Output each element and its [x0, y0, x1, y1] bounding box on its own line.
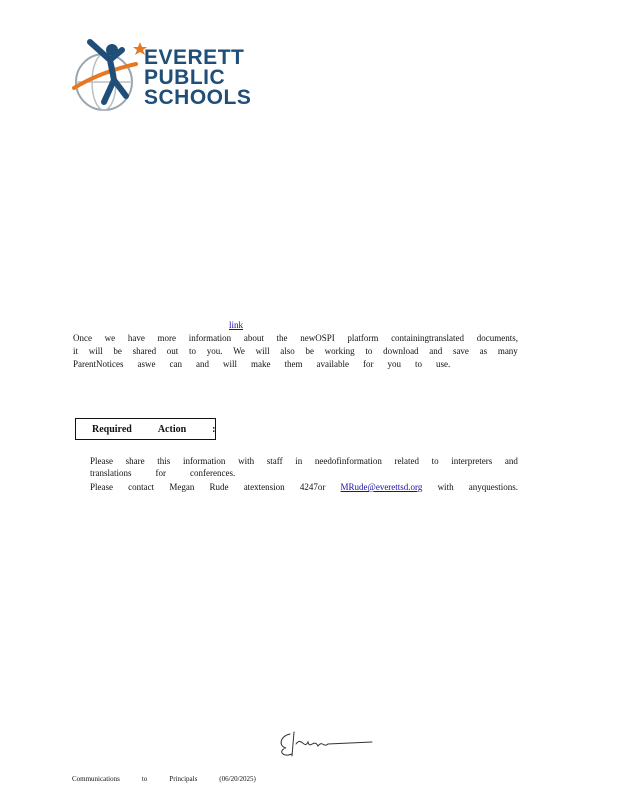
word: you — [387, 359, 401, 369]
word: be — [113, 346, 122, 356]
list-item — [73, 455, 518, 479]
footer-text: to — [141, 775, 148, 783]
paragraph-line — [73, 358, 518, 371]
word: about — [243, 333, 264, 343]
word: 4247or — [299, 482, 326, 492]
word: containingtranslated — [391, 333, 465, 343]
word: share — [125, 456, 145, 466]
word: translations — [90, 468, 132, 478]
word: in — [295, 456, 303, 466]
word: and — [504, 456, 518, 466]
word: can — [169, 359, 182, 369]
word: related — [394, 456, 419, 466]
word: available — [316, 359, 349, 369]
word: anyquestions. — [468, 482, 518, 492]
word: shared — [132, 346, 157, 356]
word: interpreters — [451, 456, 493, 466]
word: more — [157, 333, 177, 343]
word: also — [280, 346, 295, 356]
word: documents, — [476, 333, 518, 343]
district-logo — [70, 36, 260, 116]
required-label: Required — [92, 423, 132, 435]
email-link[interactable]: MRude@everettsd.org — [340, 482, 423, 492]
paragraph-line — [73, 332, 518, 345]
footer-text: Principals — [169, 775, 198, 783]
logo-wordmark: EVERETT PUBLIC SCHOOLS — [144, 46, 252, 109]
word: working — [324, 346, 355, 356]
word: will — [255, 346, 270, 356]
footer-text: Communications — [72, 775, 120, 783]
word: them — [284, 359, 303, 369]
word: Please — [90, 456, 113, 466]
word: the — [276, 333, 288, 343]
list-item — [73, 481, 518, 493]
word: for — [362, 359, 374, 369]
word: we — [104, 333, 116, 343]
word: with — [437, 482, 454, 492]
word: will — [88, 346, 103, 356]
word: Once — [73, 333, 92, 343]
word: to — [414, 359, 422, 369]
footer-date: (06/20/2025) — [219, 775, 256, 783]
body-paragraph — [73, 332, 518, 371]
word: with — [238, 456, 255, 466]
word: newOSPI — [300, 333, 335, 343]
word: out — [166, 346, 179, 356]
word: platform — [347, 333, 379, 343]
word: atextension — [243, 482, 285, 492]
word: We — [233, 346, 245, 356]
bullet-icon — [73, 455, 90, 479]
word: be — [305, 346, 314, 356]
word: have — [127, 333, 145, 343]
colon: : — [212, 423, 216, 435]
required-action-box — [75, 418, 216, 440]
word: aswe — [137, 359, 156, 369]
word: to — [188, 346, 196, 356]
word: Rude — [209, 482, 229, 492]
bullet-icon — [73, 481, 90, 493]
globe-figure-icon — [70, 36, 150, 116]
word: conferences. — [190, 468, 236, 478]
word: use. — [436, 359, 451, 369]
word: Megan — [169, 482, 195, 492]
word: staff — [266, 456, 283, 466]
ospi-link[interactable]: link — [229, 320, 244, 330]
word: to — [431, 456, 439, 466]
page-footer — [72, 775, 256, 783]
word: make — [251, 359, 271, 369]
word: this — [157, 456, 171, 466]
signature — [276, 728, 376, 760]
paragraph-line — [73, 345, 518, 358]
word: contact — [128, 482, 155, 492]
word: to — [365, 346, 373, 356]
word: as — [479, 346, 488, 356]
word: many — [497, 346, 518, 356]
word: information — [182, 456, 226, 466]
word: and — [429, 346, 443, 356]
word: for — [155, 468, 166, 478]
word: it — [73, 346, 79, 356]
word: and — [195, 359, 209, 369]
word: Please — [90, 482, 113, 492]
word: needofinformation — [314, 456, 382, 466]
word: will — [222, 359, 237, 369]
action-label: Action — [157, 423, 187, 435]
word: information — [188, 333, 232, 343]
word: download — [383, 346, 419, 356]
word: you. — [206, 346, 223, 356]
word: ParentNotices — [73, 359, 124, 369]
action-list — [73, 455, 518, 495]
word: save — [452, 346, 469, 356]
